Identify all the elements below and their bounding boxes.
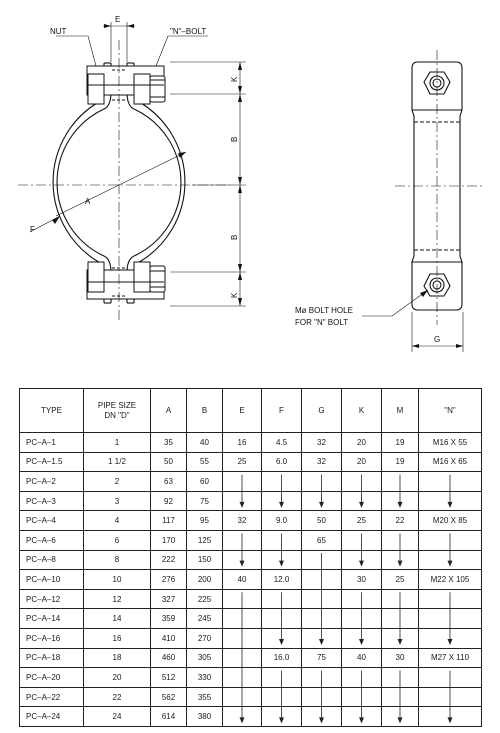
- cell-dn: 3: [84, 491, 151, 511]
- cell-g: [302, 570, 342, 590]
- k-bottom-label: K: [230, 292, 239, 298]
- cell-type: PC–A–6: [20, 530, 84, 550]
- cell-a: 460: [151, 648, 187, 668]
- cell-a: 35: [151, 433, 187, 453]
- cell-k: [342, 589, 382, 609]
- cell-e: 40: [223, 570, 262, 590]
- cell-g: [302, 628, 342, 648]
- cell-f: [262, 472, 302, 492]
- cell-dn: 8: [84, 550, 151, 570]
- cell-n: M16 X 55: [419, 433, 482, 453]
- cell-g: 50: [302, 511, 342, 531]
- cell-b: 60: [187, 472, 223, 492]
- cell-b: 125: [187, 530, 223, 550]
- bottom-bolt-assembly: [87, 262, 165, 299]
- table-row: [20, 433, 482, 453]
- top-bolt-assembly: [87, 66, 165, 104]
- cell-dn: 2: [84, 472, 151, 492]
- cell-e: [223, 668, 262, 688]
- spec-table: [19, 388, 482, 727]
- cell-a: 614: [151, 707, 187, 727]
- cell-f: [262, 491, 302, 511]
- header-m: M: [382, 389, 419, 433]
- cell-m: 22: [382, 511, 419, 531]
- cell-m: 19: [382, 452, 419, 472]
- header-g: G: [302, 389, 342, 433]
- cell-m: [382, 530, 419, 550]
- header-pipe-size-line2: DN "D": [104, 410, 130, 420]
- cell-dn: 12: [84, 589, 151, 609]
- cell-dn: 6: [84, 530, 151, 550]
- cell-type: PC–A–10: [20, 570, 84, 590]
- cell-dn: 1 1/2: [84, 452, 151, 472]
- cell-dn: 20: [84, 668, 151, 688]
- cell-e: 32: [223, 511, 262, 531]
- cell-dn: 4: [84, 511, 151, 531]
- cell-g: [302, 472, 342, 492]
- cell-k: [342, 707, 382, 727]
- cell-e: [223, 648, 262, 668]
- cell-k: [342, 687, 382, 707]
- cell-k: [342, 530, 382, 550]
- cell-n: [419, 491, 482, 511]
- cell-e: [223, 628, 262, 648]
- cell-a: 327: [151, 589, 187, 609]
- cell-k: 20: [342, 452, 382, 472]
- cell-m: [382, 668, 419, 688]
- table-row: [20, 668, 482, 688]
- cell-type: PC–A–20: [20, 668, 84, 688]
- cell-e: [223, 472, 262, 492]
- cell-n: [419, 472, 482, 492]
- cell-e: [223, 491, 262, 511]
- cell-g: 65: [302, 530, 342, 550]
- cell-type: PC–A–2: [20, 472, 84, 492]
- b-bottom-label: B: [230, 234, 239, 240]
- cell-m: [382, 472, 419, 492]
- cell-k: [342, 609, 382, 629]
- cell-k: [342, 668, 382, 688]
- cell-g: [302, 491, 342, 511]
- cell-e: 16: [223, 433, 262, 453]
- n-bolt-label: "N"–BOLT: [170, 27, 207, 36]
- cell-n: [419, 668, 482, 688]
- cell-m: 19: [382, 433, 419, 453]
- cell-g: [302, 707, 342, 727]
- cell-g: [302, 687, 342, 707]
- table-row: [20, 589, 482, 609]
- cell-m: 25: [382, 570, 419, 590]
- cell-m: 30: [382, 648, 419, 668]
- g-label: G: [434, 335, 441, 344]
- cell-f: [262, 628, 302, 648]
- cell-b: 95: [187, 511, 223, 531]
- table-row: [20, 609, 482, 629]
- cell-b: 330: [187, 668, 223, 688]
- cell-e: [223, 687, 262, 707]
- cell-m: [382, 589, 419, 609]
- cell-k: [342, 628, 382, 648]
- cell-b: 305: [187, 648, 223, 668]
- cell-g: [302, 668, 342, 688]
- cell-dn: 18: [84, 648, 151, 668]
- cell-m: [382, 491, 419, 511]
- cell-g: [302, 609, 342, 629]
- cell-g: 75: [302, 648, 342, 668]
- cell-a: 562: [151, 687, 187, 707]
- table-row: [20, 511, 482, 531]
- cell-e: [223, 707, 262, 727]
- cell-f: 16.0: [262, 648, 302, 668]
- cell-b: 355: [187, 687, 223, 707]
- k-top-label: K: [230, 76, 239, 82]
- cell-e: [223, 589, 262, 609]
- cell-b: 200: [187, 570, 223, 590]
- header-pipe-size-line1: PIPE SIZE: [97, 400, 137, 410]
- header-e: E: [223, 389, 262, 433]
- table-row: [20, 550, 482, 570]
- bolt-hole-label-1: Mø BOLT HOLE: [295, 306, 353, 315]
- table-row: [20, 452, 482, 472]
- cell-b: 150: [187, 550, 223, 570]
- cell-m: [382, 628, 419, 648]
- cell-a: 222: [151, 550, 187, 570]
- header-n: "N": [419, 389, 482, 433]
- cell-type: PC–A–14: [20, 609, 84, 629]
- cell-f: 6.0: [262, 452, 302, 472]
- cell-a: 50: [151, 452, 187, 472]
- cell-k: [342, 550, 382, 570]
- cell-f: 4.5: [262, 433, 302, 453]
- cell-m: [382, 687, 419, 707]
- table-row: [20, 687, 482, 707]
- cell-f: 12.0: [262, 570, 302, 590]
- cell-n: [419, 628, 482, 648]
- header-f: F: [262, 389, 302, 433]
- cell-n: [419, 609, 482, 629]
- cell-e: [223, 550, 262, 570]
- bolt-hole-label-2: FOR "N" BOLT: [295, 318, 349, 327]
- table-header-row: [20, 389, 482, 433]
- cell-a: 117: [151, 511, 187, 531]
- cell-n: [419, 589, 482, 609]
- a-label: A: [85, 197, 91, 206]
- nut-label: NUT: [50, 27, 67, 36]
- cell-e: [223, 530, 262, 550]
- header-pipe-size: [84, 389, 151, 433]
- cell-f: [262, 707, 302, 727]
- cell-dn: 14: [84, 609, 151, 629]
- cell-type: PC–A–16: [20, 628, 84, 648]
- cell-n: [419, 707, 482, 727]
- table-row: [20, 570, 482, 590]
- cell-dn: 22: [84, 687, 151, 707]
- f-label: F: [30, 225, 35, 234]
- cell-n: M22 X 105: [419, 570, 482, 590]
- spec-table-body: [20, 433, 482, 727]
- cell-dn: 16: [84, 628, 151, 648]
- cell-f: [262, 668, 302, 688]
- cell-k: 20: [342, 433, 382, 453]
- e-label: E: [115, 15, 121, 24]
- cell-a: 92: [151, 491, 187, 511]
- cell-type: PC–A–4: [20, 511, 84, 531]
- header-type: TYPE: [20, 389, 84, 433]
- cell-type: PC–A–8: [20, 550, 84, 570]
- cell-n: [419, 550, 482, 570]
- table-row: [20, 530, 482, 550]
- cell-b: 225: [187, 589, 223, 609]
- cell-m: [382, 609, 419, 629]
- cell-b: 245: [187, 609, 223, 629]
- cell-dn: 1: [84, 433, 151, 453]
- cell-type: PC–A–12: [20, 589, 84, 609]
- b-top-label: B: [230, 136, 239, 142]
- cell-a: 276: [151, 570, 187, 590]
- table-row: [20, 707, 482, 727]
- cell-e: [223, 609, 262, 629]
- cell-g: 32: [302, 433, 342, 453]
- cell-g: [302, 589, 342, 609]
- cell-b: 380: [187, 707, 223, 727]
- cell-n: M27 X 110: [419, 648, 482, 668]
- cell-n: [419, 687, 482, 707]
- cell-a: 410: [151, 628, 187, 648]
- cell-f: [262, 609, 302, 629]
- cell-type: PC–A–1: [20, 433, 84, 453]
- cell-b: 40: [187, 433, 223, 453]
- cell-n: M20 X 85: [419, 511, 482, 531]
- cell-dn: 10: [84, 570, 151, 590]
- header-k: K: [342, 389, 382, 433]
- cell-m: [382, 707, 419, 727]
- cell-f: [262, 550, 302, 570]
- header-a: A: [151, 389, 187, 433]
- cell-dn: 24: [84, 707, 151, 727]
- table-row: [20, 472, 482, 492]
- cell-n: [419, 530, 482, 550]
- cell-g: [302, 550, 342, 570]
- table-row: [20, 648, 482, 668]
- cell-b: 55: [187, 452, 223, 472]
- cell-type: PC–A–22: [20, 687, 84, 707]
- cell-b: 270: [187, 628, 223, 648]
- cell-f: [262, 687, 302, 707]
- cell-type: PC–A–18: [20, 648, 84, 668]
- cell-m: [382, 550, 419, 570]
- header-b: B: [187, 389, 223, 433]
- cell-f: [262, 589, 302, 609]
- cell-type: PC–A–24: [20, 707, 84, 727]
- cell-f: 9.0: [262, 511, 302, 531]
- cell-b: 75: [187, 491, 223, 511]
- cell-f: [262, 530, 302, 550]
- cell-k: 30: [342, 570, 382, 590]
- cell-a: 359: [151, 609, 187, 629]
- cell-type: PC–A–1.5: [20, 452, 84, 472]
- cell-k: 40: [342, 648, 382, 668]
- cell-type: PC–A–3: [20, 491, 84, 511]
- cell-a: 170: [151, 530, 187, 550]
- cell-a: 63: [151, 472, 187, 492]
- table-row: [20, 628, 482, 648]
- cell-n: M16 X 65: [419, 452, 482, 472]
- table-row: [20, 491, 482, 511]
- cell-k: [342, 491, 382, 511]
- cell-k: [342, 472, 382, 492]
- cell-k: 25: [342, 511, 382, 531]
- cell-a: 512: [151, 668, 187, 688]
- cell-e: 25: [223, 452, 262, 472]
- cell-g: 32: [302, 452, 342, 472]
